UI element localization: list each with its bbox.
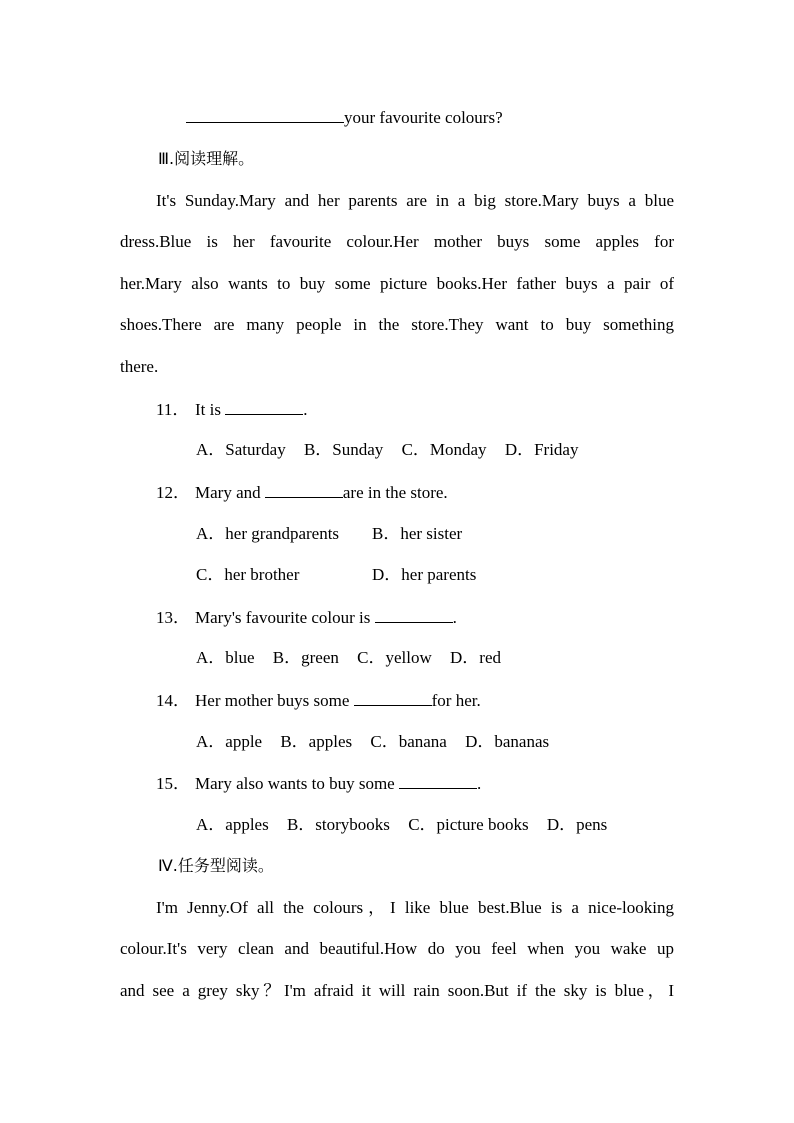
option-d: D．her parents: [372, 565, 477, 584]
answer-blank: [186, 106, 344, 123]
option-a: A．Saturday: [196, 440, 286, 459]
option-d: D．Friday: [504, 440, 579, 459]
options-13: [196, 647, 515, 669]
answer-blank: [354, 689, 432, 706]
passage-line: I'm Jenny.Of all the colours，I like blue best.Blue is a nice-looking: [156, 898, 674, 917]
question-stem-end: .: [452, 608, 457, 627]
option-d: D．bananas: [465, 732, 550, 751]
option-c: C．picture books: [408, 815, 529, 834]
option-a: A．apple: [196, 732, 263, 751]
options-15: [196, 814, 621, 836]
option-d: D．pens: [546, 815, 608, 834]
answer-blank: [399, 772, 477, 789]
question-stem: Mary also wants to buy some: [195, 774, 399, 793]
options-11: [196, 439, 592, 461]
question-14: [156, 689, 481, 711]
options-14: [196, 731, 563, 753]
option-b: B．her sister: [372, 524, 463, 543]
option-c: C．banana: [370, 732, 447, 751]
passage-line: dress.Blue is her favourite colour.Her mother buys some apples for: [120, 232, 674, 251]
option-b: B．storybooks: [286, 815, 390, 834]
passage-line: there.: [120, 357, 159, 376]
section-heading-task-reading: Ⅳ.任务型阅读。: [158, 856, 274, 875]
option-a: A．blue: [196, 648, 255, 667]
question-number: 15．: [156, 774, 190, 793]
passage-line: shoes.There are many people in the store.They want to buy something: [120, 315, 674, 334]
options-12-row2: [196, 564, 476, 586]
question-stem: It is: [195, 400, 226, 419]
question-12: [156, 481, 448, 503]
question-stem-end: for her.: [431, 691, 481, 710]
option-c: C．Monday: [401, 440, 487, 459]
question-number: 14．: [156, 691, 190, 710]
fragment-question: [186, 106, 503, 128]
fragment-text: your favourite colours?: [344, 108, 503, 127]
passage-line: colour.It's very clean and beautiful.How do you feel when you wake up: [120, 939, 674, 958]
options-12-row1: [196, 523, 462, 545]
option-b: B．Sunday: [303, 440, 384, 459]
answer-blank: [375, 606, 453, 623]
section-heading-reading: Ⅲ.阅读理解。: [158, 149, 255, 168]
passage-line: her.Mary also wants to buy some picture books.Her father buys a pair of: [120, 274, 674, 293]
answer-blank: [225, 398, 303, 415]
question-number: 13．: [156, 608, 190, 627]
option-d: D．red: [450, 648, 501, 667]
question-11: [156, 398, 307, 420]
option-c: C．yellow: [357, 648, 432, 667]
question-number: 11．: [156, 400, 190, 419]
question-stem-end: .: [476, 774, 482, 793]
option-c: C．her brother: [196, 565, 300, 584]
question-15: [156, 772, 481, 794]
answer-blank: [265, 481, 343, 498]
option-b: B．green: [272, 648, 339, 667]
passage-line: It's Sunday.Mary and her parents are in a big store.Mary buys a blue: [156, 191, 674, 210]
question-number: 12．: [156, 483, 190, 502]
question-13: [156, 606, 457, 628]
passage-line: and see a grey sky？I'm afraid it will rain soon.But if the sky is blue，I: [120, 981, 674, 1000]
question-stem-end: are in the store.: [342, 483, 448, 502]
question-stem: Mary and: [195, 483, 265, 502]
question-stem: Her mother buys some: [195, 691, 354, 710]
option-a: A．her grandparents: [196, 524, 340, 543]
question-stem: Mary's favourite colour is: [195, 608, 375, 627]
option-b: B．apples: [280, 732, 353, 751]
question-stem-end: .: [303, 400, 308, 419]
option-a: A．apples: [196, 815, 269, 834]
